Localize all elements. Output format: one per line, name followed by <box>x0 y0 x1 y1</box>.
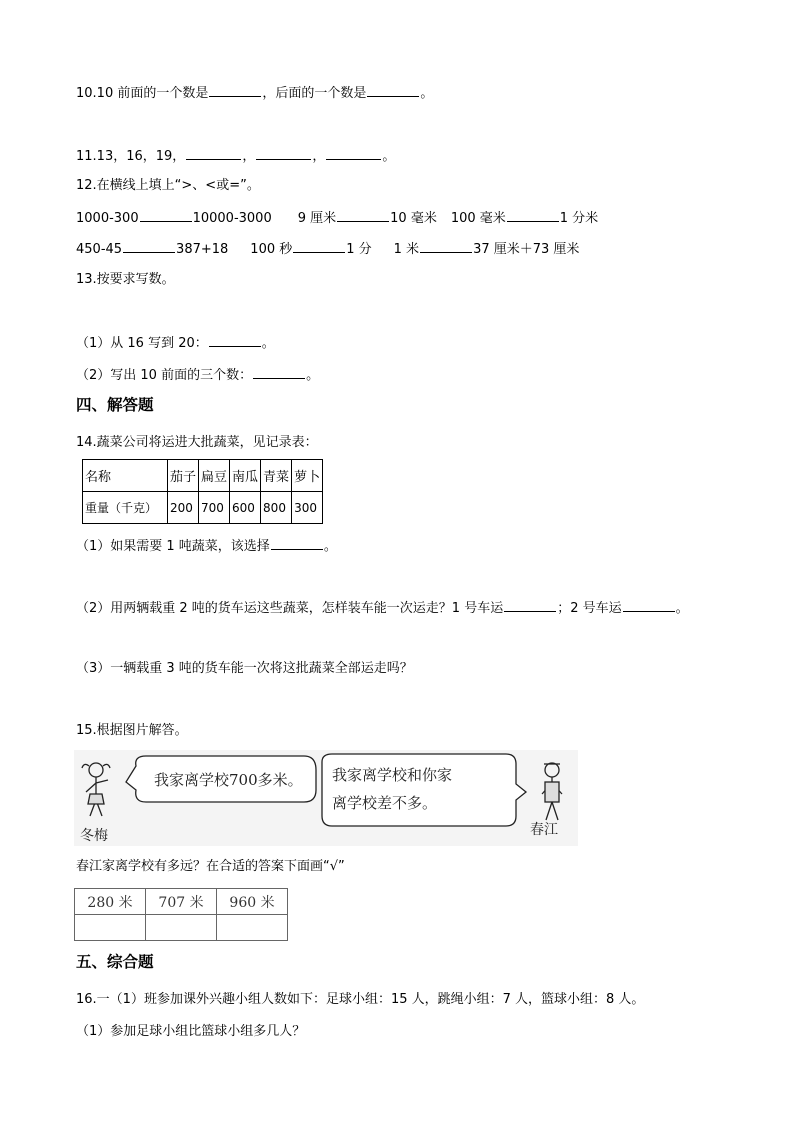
q12-expr: 1 米 <box>393 242 420 257</box>
table-row <box>83 492 323 524</box>
answer-blank[interactable] <box>253 365 305 379</box>
answer-blank[interactable] <box>623 598 675 612</box>
option-label: 707 米 <box>146 889 217 915</box>
name-label-right: 春江 <box>530 822 558 838</box>
question-12-row-1 <box>76 208 598 228</box>
question-11 <box>76 146 395 166</box>
q12-expr: 100 秒 <box>250 242 293 257</box>
table-cell: 萝卜 <box>292 460 323 492</box>
question-13-title: 13.按要求写数。 <box>76 272 175 287</box>
answer-blank[interactable] <box>420 239 472 253</box>
q11-sep: ， <box>242 149 256 164</box>
table-cell: 茄子 <box>168 460 199 492</box>
table-cell: 200 <box>168 492 199 524</box>
answer-blank[interactable] <box>504 598 556 612</box>
q13-part-text: （2）写出 10 前面的三个数： <box>76 368 253 383</box>
question-13-part-2 <box>76 365 319 385</box>
q12-expr: 450-45 <box>76 242 123 257</box>
option-label: 960 米 <box>217 889 288 915</box>
question-14-part-1 <box>76 536 337 556</box>
answer-blank[interactable] <box>123 239 175 253</box>
q13-end: 。 <box>261 336 275 351</box>
q13-end: 。 <box>306 368 320 383</box>
distance-options-table <box>74 888 288 941</box>
q12-expr: 100 毫米 <box>450 211 506 226</box>
table-cell: 700 <box>199 492 230 524</box>
q12-expr: 1 分 <box>346 242 372 257</box>
answer-blank[interactable] <box>367 83 419 97</box>
table-cell: 300 <box>292 492 323 524</box>
q10-text-a: 10.10 前面的一个数是 <box>76 86 209 101</box>
q14-part-text: ；2 号车运 <box>557 601 622 616</box>
question-13-part-1 <box>76 333 275 353</box>
question-16-title: 16.一（1）班参加课外兴趣小组人数如下：足球小组：15 人，跳绳小组：7 人，篮球小组：8 人。 <box>76 992 645 1007</box>
question-14-part-2 <box>76 598 689 618</box>
check-cell[interactable] <box>75 915 146 941</box>
table-cell: 600 <box>230 492 261 524</box>
answer-blank[interactable] <box>140 208 192 222</box>
section-heading-4: 四、解答题 <box>76 396 154 414</box>
name-label-left: 冬梅 <box>80 828 108 844</box>
answer-blank[interactable] <box>209 333 261 347</box>
q14-end: 。 <box>675 601 689 616</box>
answer-blank[interactable] <box>186 146 241 160</box>
vegetable-table <box>82 459 323 524</box>
table-header-cell: 名称 <box>83 460 168 492</box>
speech-bubble-right <box>322 754 526 826</box>
question-14-part-3: （3）一辆载重 3 吨的货车能一次将这批蔬菜全部运走吗？ <box>76 661 413 676</box>
question-10 <box>76 83 433 103</box>
q12-expr: 10000-3000 <box>192 211 272 226</box>
question-12-title: 12.在横线上填上“>、<或=”。 <box>76 178 260 193</box>
answer-blank[interactable] <box>209 83 261 97</box>
table-cell: 扁豆 <box>199 460 230 492</box>
q12-expr: 9 厘米 <box>297 211 337 226</box>
answer-blank[interactable] <box>293 239 345 253</box>
table-row <box>75 915 288 941</box>
q12-expr: 387+18 <box>176 242 229 257</box>
q11-sep: ， <box>312 149 326 164</box>
table-cell: 青菜 <box>261 460 292 492</box>
table-cell: 南瓜 <box>230 460 261 492</box>
q12-expr: 37 厘米＋73 厘米 <box>473 242 580 257</box>
check-cell[interactable] <box>217 915 288 941</box>
table-row <box>75 889 288 915</box>
bubble-right-text-1: 我家离学校和你家 <box>332 766 453 784</box>
question-12-row-2 <box>76 239 579 259</box>
check-cell[interactable] <box>146 915 217 941</box>
q14-part-text: （2）用两辆载重 2 吨的货车运这些蔬菜，怎样装车能一次运走？1 号车运 <box>76 601 504 616</box>
question-15-title: 15.根据图片解答。 <box>76 723 188 738</box>
q12-expr: 1000-300 <box>76 211 139 226</box>
table-cell: 800 <box>261 492 292 524</box>
q11-text: 11.13，16，19， <box>76 149 186 164</box>
answer-blank[interactable] <box>337 208 389 222</box>
question-15-prompt: 春江家离学校有多远？在合适的答案下面画“√” <box>76 859 345 874</box>
q12-expr: 1 分米 <box>559 211 599 226</box>
section-heading-5: 五、综合题 <box>76 953 154 971</box>
question-14-title: 14.蔬菜公司将运进大批蔬菜，见记录表： <box>76 435 318 450</box>
q13-part-text: （1）从 16 写到 20： <box>76 336 208 351</box>
q11-end: 。 <box>382 149 396 164</box>
table-header-cell: 重量（千克） <box>83 492 168 524</box>
q10-text-b: ，后面的一个数是 <box>262 86 367 101</box>
q14-part-text: （1）如果需要 1 吨蔬菜，该选择 <box>76 539 270 554</box>
answer-blank[interactable] <box>271 536 323 550</box>
bubble-left-text: 我家离学校700多米。 <box>154 771 303 789</box>
answer-blank[interactable] <box>507 208 559 222</box>
q14-end: 。 <box>323 539 337 554</box>
q10-end: 。 <box>420 86 434 101</box>
answer-blank[interactable] <box>326 146 381 160</box>
question-16-part-1: （1）参加足球小组比篮球小组多几人？ <box>76 1024 306 1039</box>
q12-expr: 10 毫米 <box>390 211 437 226</box>
dialogue-illustration <box>74 750 578 846</box>
bubble-right-text-2: 离学校差不多。 <box>332 794 438 812</box>
table-row <box>83 460 323 492</box>
option-label: 280 米 <box>75 889 146 915</box>
answer-blank[interactable] <box>256 146 311 160</box>
